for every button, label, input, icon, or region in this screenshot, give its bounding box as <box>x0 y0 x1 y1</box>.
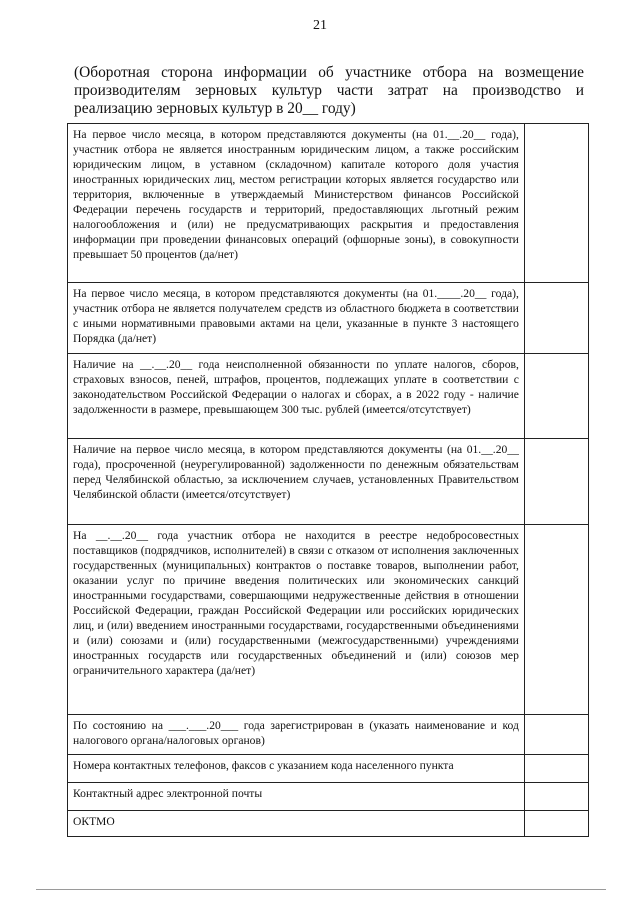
page-number: 21 <box>313 18 327 33</box>
table-row <box>68 715 589 755</box>
question-cell: ОКТМО <box>68 811 525 837</box>
form-heading: (Оборотная сторона информации об участнике отбора на возмещение производителям зерновых культур части затрат на производство и реализацию зерновых культур в 20__ году) <box>74 64 584 117</box>
question-cell: По состоянию на ___.___.20___ года зарегистрирован в (указать наименование и код налогового органа/налоговых органов) <box>68 715 525 755</box>
table-row <box>68 124 589 283</box>
question-cell: Контактный адрес электронной почты <box>68 783 525 811</box>
table-row <box>68 283 589 354</box>
question-cell: Наличие на первое число месяца, в котором представляются документы (на 01.__.20__ года), просроченной (неурегулированной) задолженности по денежным обязательствам перед Челябинской областью, за исключением случаев, установленных Правительством Челябинской области (имеется/отсутствует) <box>68 439 525 525</box>
answer-cell[interactable] <box>524 124 588 283</box>
table-row <box>68 811 589 837</box>
answer-cell[interactable] <box>524 715 588 755</box>
participant-info-table <box>67 123 589 837</box>
table-row <box>68 755 589 783</box>
answer-cell[interactable] <box>524 811 588 837</box>
answer-cell[interactable] <box>524 755 588 783</box>
answer-cell[interactable] <box>524 354 588 439</box>
question-cell: Наличие на __.__.20__ года неисполненной обязанности по уплате налогов, сборов, страховых взносов, пеней, штрафов, процентов, подлежащих уплате в соответствии с законодательством Российской Федерации о налогах и сборах, а в 2022 году - наличие задолженности в размере, превышающем 300 тыс. рублей (имеется/отсутствует) <box>68 354 525 439</box>
table-row <box>68 525 589 715</box>
question-cell: Номера контактных телефонов, факсов с указанием кода населенного пункта <box>68 755 525 783</box>
question-cell: На __.__.20__ года участник отбора не находится в реестре недобросовестных поставщиков (подрядчиков, исполнителей) в связи с отказом от исполнения заключенных государственных (муниципальных) контрактов о поставке товаров, выполнении работ, оказании услуг по причине введения политических или экономических санкций иностранными государствами, совершающими недружественные действия в отношении Российской Федерации, граждан Российской Федерации или российских юридических лиц, и (или) введением иностранными государствами, государственными объединениями и (или) союзами и (или) государственными (межгосударственными) учреждениями иностранных государств или государственных объединений и (или) союзов мер ограничительного характера (да/нет) <box>68 525 525 715</box>
page-bottom-divider <box>36 889 606 890</box>
table-row <box>68 439 589 525</box>
question-cell: На первое число месяца, в котором представляются документы (на 01.____.20__ года), участник отбора не является получателем средств из областного бюджета в соответствии с иными нормативными правовыми актами на цели, указанные в пункте 3 настоящего Порядка (да/нет) <box>68 283 525 354</box>
answer-cell[interactable] <box>524 783 588 811</box>
answer-cell[interactable] <box>524 439 588 525</box>
question-cell: На первое число месяца, в котором представляются документы (на 01.__.20__ года), участник отбора не является иностранным юридическим лицом, а также российским юридическим лицом, в уставном (складочном) капитале которого доля участия иностранных юридических лиц, местом регистрации которых является государство или территория, включенные в утверждаемый Министерством финансов Российской Федерации перечень государств и территорий, предоставляющих льготный режим налогообложения и (или) не предусматривающих раскрытия и предоставления информации при проведении финансовых операций (офшорные зоны), в совокупности превышает 50 процентов (да/нет) <box>68 124 525 283</box>
answer-cell[interactable] <box>524 525 588 715</box>
answer-cell[interactable] <box>524 283 588 354</box>
table-row <box>68 354 589 439</box>
table-row <box>68 783 589 811</box>
